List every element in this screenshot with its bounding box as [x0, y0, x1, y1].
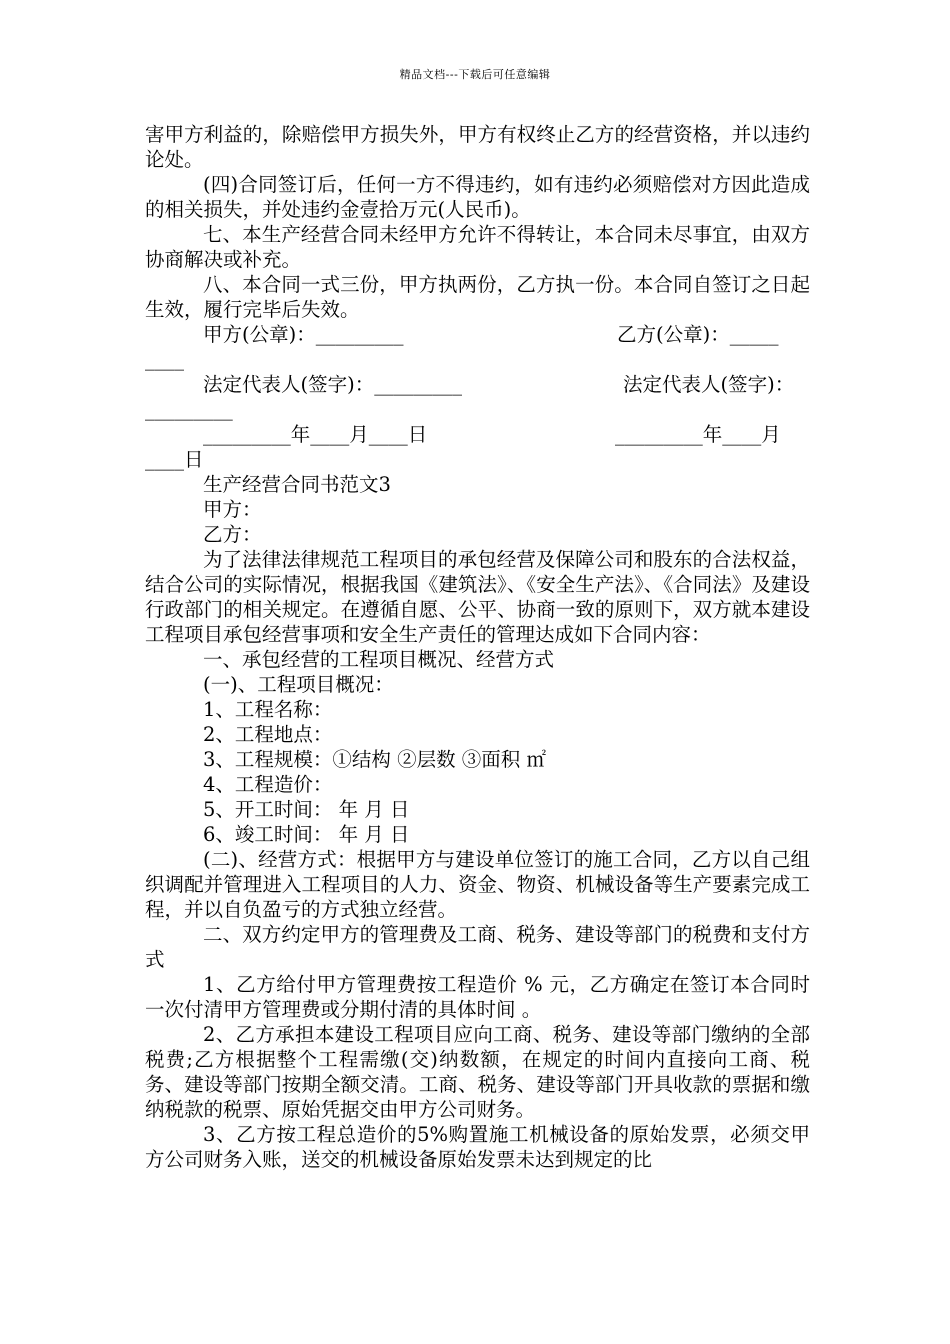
party-a-seal: 甲方(公章)：_________ [203, 323, 404, 346]
list-item: 2、工程地点： [203, 723, 333, 746]
paragraph: 害甲方利益的，除赔偿甲方损失外，甲方有权终止乙方的经营资格，并以违约论处。 [145, 123, 810, 171]
paragraph: 3、乙方按工程总造价的5%购置施工机械设备的原始发票，必须交甲方公司财务入账，送交的机械设备原始发票未达到规定的比 [145, 1123, 810, 1171]
list-item: 3、工程规模：①结构 ②层数 ③面积 ㎡ [203, 748, 547, 771]
paragraph: 2、乙方承担本建设工程项目应向工商、税务、建设等部门缴纳的全部税费;乙方根据整个工程需缴(交)纳数额，在规定的时间内直接向工商、税务、建设等部门按期全额交清。工商、税务、建设等部门开具收款的票据和缴纳税款的税票、原始凭据交由甲方公司财务。 [145, 1023, 810, 1121]
list-item: 1、工程名称： [203, 698, 333, 721]
party-b-seal: 乙方(公章)：_____ [617, 323, 779, 346]
signature-row-rep [145, 372, 810, 397]
clause-heading: 一、承包经营的工程项目概况、经营方式 [203, 648, 555, 671]
paragraph: (二)、经营方式：根据甲方与建设单位签订的施工合同，乙方以自己组织调配并管理进入工程项目的人力、资金、物资、机械设备等生产要素完成工程，并以自负盈亏的方式独立经营。 [145, 848, 810, 921]
signature-row-date-cont [145, 447, 810, 472]
clause-subheading: (一)、工程项目概况： [203, 673, 394, 696]
list-item: 6、竣工时间： 年 月 日 [203, 823, 410, 846]
paragraph: (四)合同签订后，任何一方不得违约，如有违约必须赔偿对方因此造成的相关损失，并处违约金壹拾万元(人民币)。 [145, 173, 810, 221]
party-b-date-cont: ____日 [145, 448, 204, 471]
party-b-label: 乙方： [203, 523, 262, 546]
signature-row-seal [145, 322, 810, 347]
party-b-seal-cont: ____ [145, 348, 184, 371]
signature-row-date [145, 422, 810, 447]
page-header: 精品文档---下载后可任意编辑 [399, 68, 551, 81]
signature-row-seal-cont [145, 347, 810, 372]
paragraph: 七、本生产经营合同未经甲方允许不得转让，本合同未尽事宜，由双方协商解决或补充。 [145, 223, 810, 271]
paragraph: 为了法律法律规范工程项目的承包经营及保障公司和股东的合法权益，结合公司的实际情况，根据我国《建筑法》、《安全生产法》、《合同法》及建设行政部门的相关规定。在遵循自愿、公平、协商一致的原则下，双方就本建设工程项目承包经营事项和安全生产责任的管理达成如下合同内容： [145, 548, 810, 646]
party-b-representative: 法定代表人(签字)： [623, 373, 795, 396]
clause-heading: 二、双方约定甲方的管理费及工商、税务、建设等部门的税费和支付方式 [145, 923, 810, 971]
section-title: 生产经营合同书范文3 [203, 473, 391, 496]
document-body [145, 122, 810, 1172]
list-item: 4、工程造价： [203, 773, 333, 796]
party-b-representative-cont: _________ [145, 398, 233, 421]
paragraph: 八、本合同一式三份，甲方执两份，乙方执一份。本合同自签订之日起生效，履行完毕后失效。 [145, 273, 810, 321]
list-item: 5、开工时间： 年 月 日 [203, 798, 410, 821]
party-b-date: _________年____月 [615, 423, 781, 446]
party-a-label: 甲方： [203, 498, 262, 521]
signature-row-rep-cont [145, 397, 810, 422]
paragraph: 1、乙方给付甲方管理费按工程造价 % 元，乙方确定在签订本合同时一次付清甲方管理费或分期付清的具体时间 。 [145, 973, 810, 1021]
party-a-date: _________年____月____日 [203, 423, 428, 446]
party-a-representative: 法定代表人(签字)：_________ [203, 373, 462, 396]
